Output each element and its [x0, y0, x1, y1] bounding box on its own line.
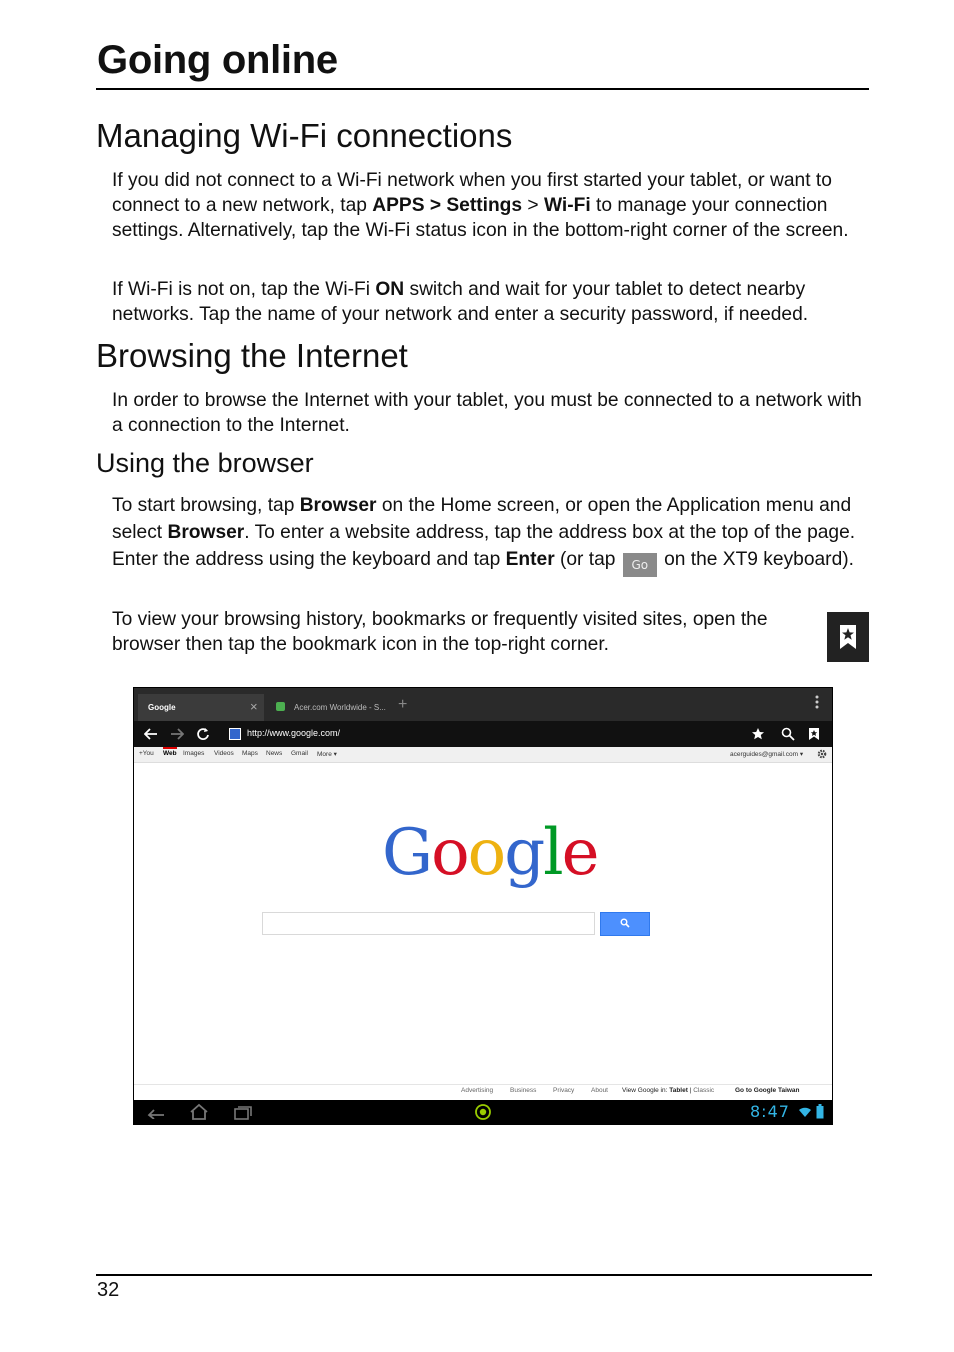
account-email[interactable]: acerguides@gmail.com ▾ — [730, 751, 804, 758]
paragraph-wifi-1 — [112, 168, 872, 243]
text: View Google in: — [622, 1087, 668, 1094]
browser-screenshot — [133, 687, 833, 1125]
search-button[interactable] — [600, 912, 650, 936]
footer-privacy[interactable]: Privacy — [553, 1087, 575, 1094]
paragraph-browser-2: To view your browsing history, bookmarks or frequently visited sites, open the browser then tap the bookmark icon in the top-right corner. — [112, 609, 768, 655]
bold-text: Browser — [167, 522, 245, 543]
star-icon[interactable] — [751, 727, 765, 741]
wifi-icon[interactable] — [798, 1106, 812, 1118]
heading-wifi: Managing Wi-Fi connections — [96, 117, 513, 154]
text: switch and wait for your tablet to detect nearby networks. Tap the name of your network and enter a security password, if needed. — [112, 279, 809, 325]
bookmark-icon — [827, 612, 869, 662]
forward-icon[interactable] — [170, 727, 184, 741]
tab-bar — [134, 688, 832, 721]
paragraph-wifi-2 — [112, 277, 872, 327]
search-icon[interactable] — [781, 727, 795, 741]
battery-icon[interactable] — [816, 1104, 824, 1119]
footer-go-to[interactable]: Go to Google Taiwan — [735, 1087, 800, 1094]
footer-tablet[interactable]: Tablet — [669, 1087, 688, 1094]
gbar-more[interactable]: More ▾ — [317, 751, 337, 758]
bold-text: APPS > Settings — [372, 195, 523, 216]
magnifier-icon — [620, 918, 630, 928]
footer-rule — [96, 1274, 872, 1276]
footer-classic[interactable]: Classic — [693, 1087, 715, 1094]
text: on the Home screen, or open the Application menu and select — [112, 495, 852, 543]
text: If Wi-Fi is not on, tap the Wi-Fi — [112, 279, 376, 300]
bold-text: Browser — [299, 495, 377, 516]
tab-label: Google — [148, 703, 176, 712]
gbar-videos[interactable]: Videos — [214, 750, 234, 757]
tab-label: Acer.com Worldwide - S... — [294, 703, 386, 712]
text: > — [522, 195, 544, 216]
gbar-gmail[interactable]: Gmail — [291, 750, 308, 757]
gbar-you[interactable]: +You — [139, 750, 154, 757]
separator: | — [689, 1087, 692, 1094]
site-favicon-icon — [229, 728, 241, 740]
page-title: Going online — [97, 38, 338, 82]
go-key-icon: Go — [623, 553, 657, 577]
new-tab-icon[interactable]: + — [398, 696, 408, 713]
google-logo: Google — [382, 816, 598, 890]
paragraph-browser-1 — [112, 492, 872, 577]
text: on the XT9 keyboard). — [658, 549, 854, 570]
search-input[interactable] — [262, 912, 595, 935]
bold-text: ON — [375, 279, 405, 300]
tab-google[interactable] — [138, 694, 264, 721]
back-icon[interactable] — [144, 727, 158, 741]
tab-acer[interactable] — [268, 694, 394, 721]
text: to manage your connection settings. Alternatively, tap the Wi-Fi status icon in the bottom-right corner of the screen. — [112, 195, 849, 241]
footer-view-in — [622, 1087, 714, 1094]
heading-browser: Using the browser — [96, 448, 314, 478]
heading-browsing: Browsing the Internet — [96, 337, 408, 374]
text: If you did not connect to a Wi-Fi network when you first started your tablet, or want to connect to a new network, tap — [112, 170, 832, 216]
bold-text: Enter — [505, 549, 555, 570]
page-number: 32 — [97, 1279, 120, 1301]
close-icon[interactable]: × — [250, 699, 258, 714]
gear-icon[interactable] — [817, 749, 827, 759]
google-bar — [134, 747, 832, 763]
menu-icon[interactable] — [814, 694, 820, 710]
nav-back-icon[interactable] — [146, 1105, 166, 1119]
address-bar — [134, 721, 832, 747]
gbar-maps[interactable]: Maps — [242, 750, 258, 757]
url-field[interactable]: http://www.google.com/ — [247, 728, 341, 738]
text: . To enter a website address, tap the address box at the top of the page. Enter the address using the keyboard and tap — [112, 522, 856, 570]
text: To start browsing, tap — [112, 495, 300, 516]
footer-advertising[interactable]: Advertising — [461, 1087, 494, 1094]
text: (or tap — [554, 549, 621, 570]
nav-recent-icon[interactable] — [233, 1104, 253, 1120]
refresh-icon[interactable] — [196, 727, 210, 741]
status-clock[interactable]: 8:47 — [750, 1102, 790, 1121]
launcher-ring-icon[interactable] — [474, 1103, 492, 1121]
title-rule — [96, 88, 869, 90]
gbar-news[interactable]: News — [266, 750, 283, 757]
footer-links — [134, 1084, 832, 1099]
nav-home-icon[interactable] — [189, 1103, 209, 1121]
system-navbar — [134, 1100, 832, 1124]
favicon-icon — [276, 702, 285, 711]
footer-business[interactable]: Business — [510, 1087, 537, 1094]
bookmarks-icon[interactable] — [808, 727, 820, 741]
gbar-images[interactable]: Images — [183, 750, 205, 757]
paragraph-browsing-1: In order to browse the Internet with your tablet, you must be connected to a network with a connection to the Internet. — [112, 390, 862, 436]
bold-text: Wi-Fi — [543, 195, 591, 216]
gbar-web[interactable]: Web — [163, 747, 177, 757]
footer-about[interactable]: About — [591, 1087, 608, 1094]
